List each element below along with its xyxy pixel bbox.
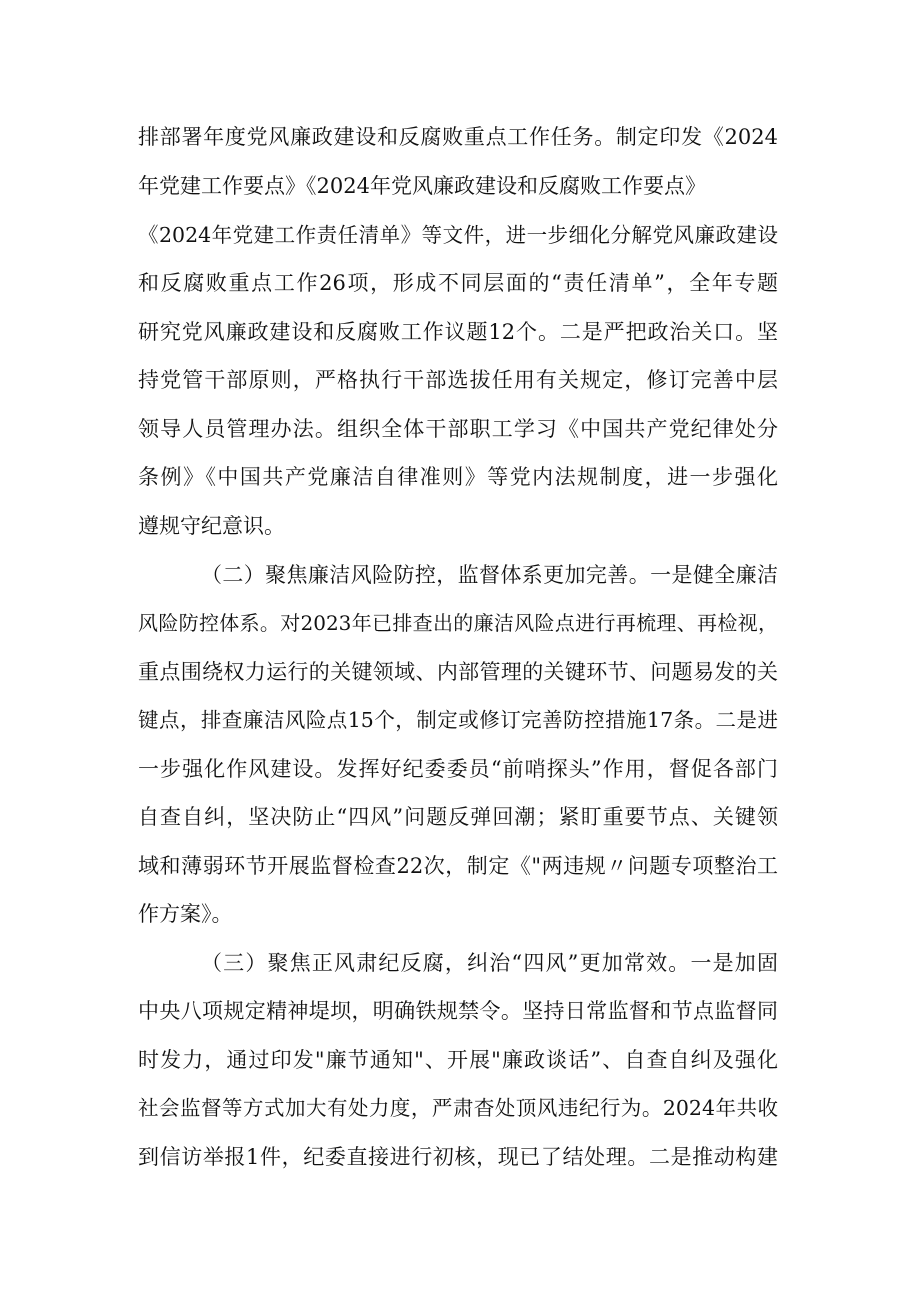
section-heading-line: （三）聚焦正风肃纪反腐，纠治“四风”更加常效。一是加固 — [201, 951, 778, 975]
text-line: 自查自纠，坚决防止“四风”问题反弹回潮；紧盯重要节点、关键领 — [138, 805, 778, 829]
text-line: 和反腐败重点工作26项，形成不同层面的“责任清单”，全年专题 — [138, 271, 778, 295]
text-line: 研究党风廉政建设和反腐败工作议题12个。二是严把政治关口。坚 — [138, 320, 778, 344]
text-line: 风险防控体系。对2023年已排查出的廉洁风险点进行再梳理、再检视， — [138, 611, 778, 635]
text-line: 遵规守纪意识。 — [138, 514, 285, 538]
text-line: 作方案》。 — [138, 902, 233, 926]
text-line: 时发力，通过印发"廉节通知"、开展"廉政谈话”、自查自纠及强化 — [138, 1048, 778, 1072]
text-line: 年党建工作要点》《2024年党风廉政建设和反腐败工作要点》 — [138, 174, 706, 198]
text-line: 《2024年党建工作责任清单》等文件，进一步细化分解党风廉政建设 — [138, 223, 778, 247]
text-line: 排部署年度党风廉政建设和反腐败重点工作任务。制定印发《2024 — [138, 125, 778, 149]
text-line: 社会监督等方式加大有处力度，严肃杳处顶风违纪行为。2024年共收 — [138, 1096, 778, 1120]
section-heading-line: （二）聚焦廉洁风险防控，监督体系更加完善。一是健全廉洁 — [201, 563, 778, 587]
text-line: 域和薄弱环节开展监督检查22次，制定《"两违规〃问题专项整治工 — [138, 854, 778, 878]
text-line: 持党管干部原则，严格执行干部选拔任用有关规定，修订完善中层 — [138, 368, 778, 392]
text-line: 一步强化作风建设。发挥好纪委委员“前哨探头”作用，督促各部门 — [138, 757, 778, 781]
text-line: 键点，排查廉洁风险点15个，制定或修订完善防控措施17条。二是进 — [138, 708, 778, 732]
text-line: 重点围绕权力运行的关键领域、内部管理的关键环节、问题易发的关 — [138, 660, 778, 684]
text-line: 到信访举报1件，纪委直接进行初核，现已了结处理。二是推动构建 — [138, 1145, 778, 1169]
text-line: 条例》《中国共产党廉洁自律准则》等党内法规制度，进一步强化 — [138, 465, 778, 489]
text-line: 领导人员管理办法。组织全体干部职工学习《中国共产党纪律处分 — [138, 417, 778, 441]
text-line: 中央八项规定精神堤坝，明确铁规禁令。坚持日常监督和节点监督同 — [138, 999, 778, 1023]
